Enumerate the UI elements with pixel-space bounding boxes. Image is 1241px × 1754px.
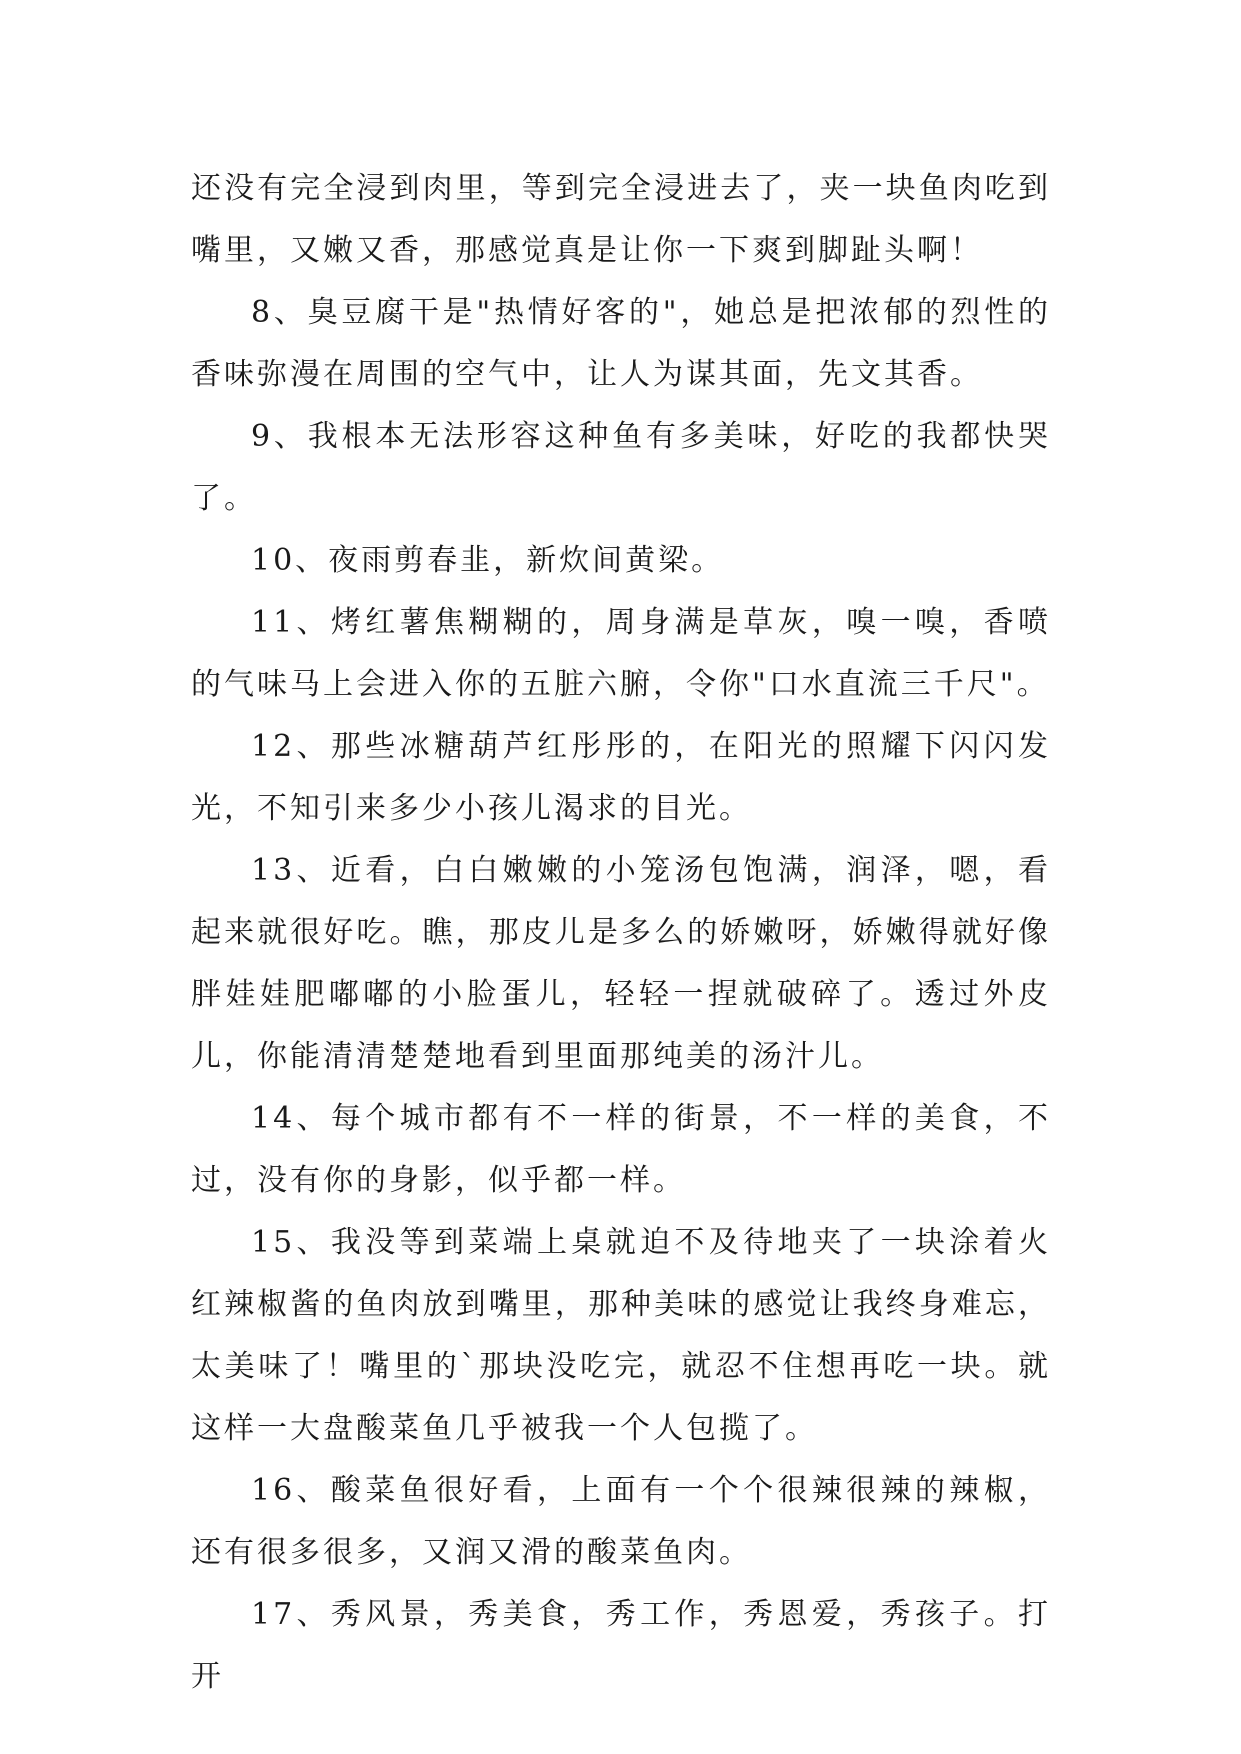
paragraph-item-16: 16、酸菜鱼很好看，上面有一个个很辣很辣的辣椒，还有很多很多，又润又滑的酸菜鱼肉。 xyxy=(191,1473,1051,1570)
paragraph-item-11: 11、烤红薯焦糊糊的，周身满是草灰，嗅一嗅，香喷的气味马上会进入你的五脏六腑，令你"口水直流三千尺"。 xyxy=(191,605,1051,702)
paragraph-item-15: 15、我没等到菜端上桌就迫不及待地夹了一块涂着火红辣椒酱的鱼肉放到嘴里，那种美味的感觉让我终身难忘，太美味了！嘴里的`那块没吃完，就忍不住想再吃一块。就这样一大盘酸菜鱼几乎被我一个人包揽了。 xyxy=(191,1225,1051,1446)
paragraph-item-14: 14、每个城市都有不一样的街景，不一样的美食，不过，没有你的身影，似乎都一样。 xyxy=(191,1101,1051,1198)
paragraph-item-9: 9、我根本无法形容这种鱼有多美味，好吃的我都快哭了。 xyxy=(191,419,1051,516)
paragraph-item-10: 10、夜雨剪春韭，新炊间黄梁。 xyxy=(251,543,725,578)
paragraph-item-8: 8、臭豆腐干是"热情好客的"，她总是把浓郁的烈性的香味弥漫在周围的空气中，让人为谋其面，先文其香。 xyxy=(191,295,1051,392)
paragraph-item-12: 12、那些冰糖葫芦红彤彤的，在阳光的照耀下闪闪发光，不知引来多少小孩儿渴求的目光。 xyxy=(191,729,1051,826)
paragraph-item-17: 17、秀风景，秀美食，秀工作，秀恩爱，秀孩子。打开 xyxy=(191,1597,1051,1694)
paragraph-continuation: 还没有完全浸到肉里，等到完全浸进去了，夹一块鱼肉吃到嘴里，又嫩又香，那感觉真是让你一下爽到脚趾头啊！ xyxy=(191,171,1051,268)
paragraph-item-13: 13、近看，白白嫩嫩的小笼汤包饱满，润泽，嗯，看起来就很好吃。瞧，那皮儿是多么的娇嫩呀，娇嫩得就好像胖娃娃肥嘟嘟的小脸蛋儿，轻轻一捏就破碎了。透过外皮儿，你能清清楚楚地看到里面那纯美的汤汁儿。 xyxy=(191,853,1051,1074)
document-body xyxy=(191,158,1051,1708)
